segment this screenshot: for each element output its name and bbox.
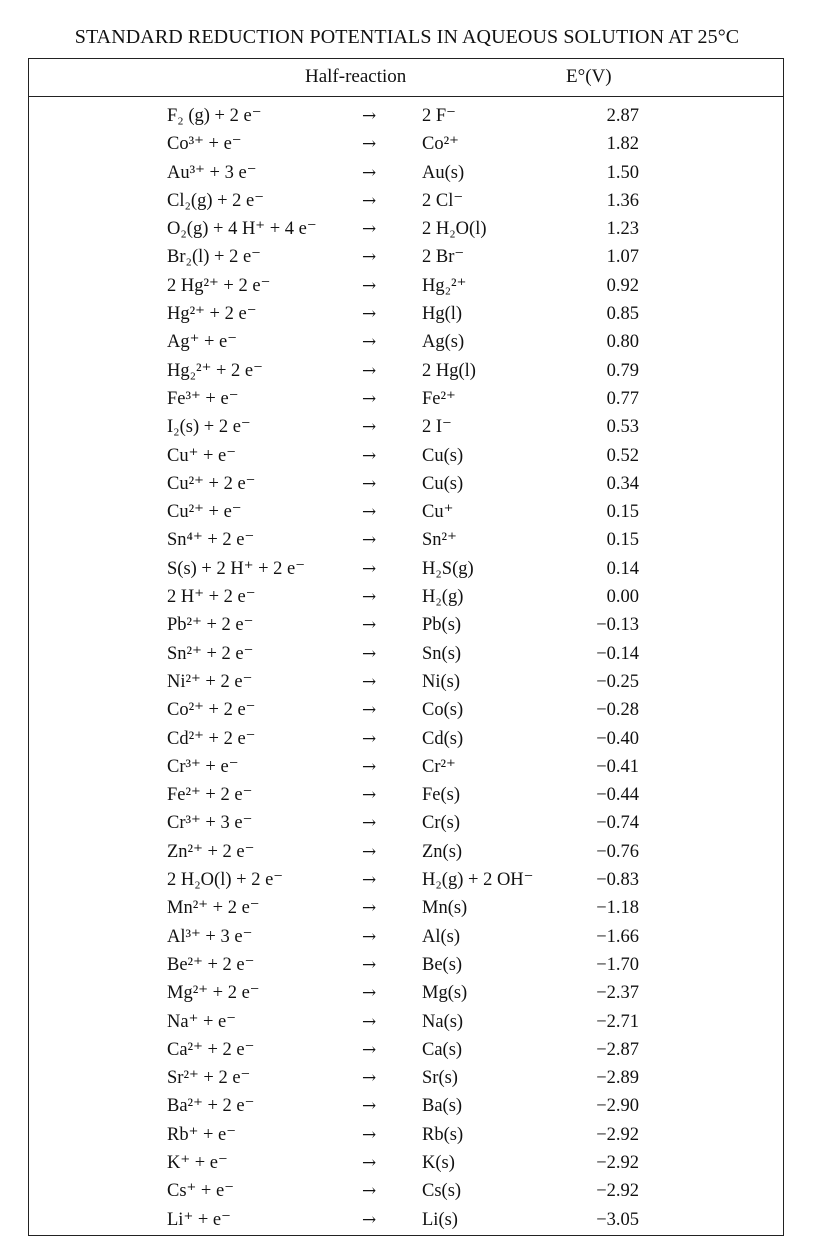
table-row: [29, 894, 783, 922]
table-row: [29, 1036, 783, 1064]
product-cell: Cr²⁺: [422, 756, 456, 777]
product-cell: Cu⁺: [422, 502, 454, 523]
product-cell: Mn(s): [422, 898, 468, 919]
product-cell: Na(s): [422, 1011, 464, 1032]
arrow-cell: →: [362, 643, 377, 664]
table-row: [29, 696, 783, 724]
reactant-cell: K⁺ + e⁻: [167, 1152, 228, 1173]
reactant-cell: Cu²⁺ + e⁻: [167, 502, 242, 523]
reactant-cell: Fe³⁺ + e⁻: [167, 388, 239, 409]
arrow-cell: →: [362, 1039, 377, 1060]
reactant-cell: F₂ (g) + 2 e⁻: [167, 106, 262, 126]
arrow-cell: →: [362, 785, 377, 806]
arrow-cell: →: [362, 445, 377, 466]
reactant-cell: O₂(g) + 4 H⁺ + 4 e⁻: [167, 219, 317, 240]
product-cell: H₂S(g): [422, 558, 474, 579]
arrow-cell: →: [362, 671, 377, 692]
table-row: [29, 640, 783, 668]
reactant-cell: Ba²⁺ + 2 e⁻: [167, 1096, 255, 1117]
product-cell: Sr(s): [422, 1068, 458, 1089]
potential-cell: −2.89: [596, 1068, 639, 1089]
potential-cell: −0.76: [596, 841, 639, 862]
table-row: [29, 781, 783, 809]
reactant-cell: 2 Hg²⁺ + 2 e⁻: [167, 275, 271, 296]
potential-cell: −0.25: [596, 671, 639, 692]
product-cell: Hg₂²⁺: [422, 275, 467, 296]
table-row: [29, 328, 783, 356]
potential-cell: −0.44: [596, 785, 639, 806]
arrow-cell: →: [362, 841, 377, 862]
product-cell: Ni(s): [422, 671, 461, 692]
table-row: [29, 243, 783, 271]
product-cell: 2 F⁻: [422, 106, 456, 126]
table-row: [29, 187, 783, 215]
table-row: [29, 130, 783, 158]
potential-cell: −0.14: [596, 643, 639, 664]
potential-cell: 1.50: [606, 162, 639, 183]
reactant-cell: 2 H₂O(l) + 2 e⁻: [167, 870, 284, 891]
arrow-cell: →: [362, 1068, 377, 1089]
table-row: [29, 498, 783, 526]
potential-cell: 0.00: [606, 587, 639, 608]
potential-cell: 0.53: [606, 417, 639, 438]
table-row: [29, 809, 783, 837]
potential-cell: 0.92: [606, 275, 639, 296]
table-header: [29, 59, 783, 97]
potential-cell: −1.66: [596, 926, 639, 947]
product-cell: Zn(s): [422, 841, 463, 862]
potential-cell: −0.40: [596, 728, 639, 749]
product-cell: 2 Cl⁻: [422, 190, 464, 211]
arrow-cell: →: [362, 388, 377, 409]
table-row: [29, 923, 783, 951]
potential-cell: 1.23: [606, 219, 639, 240]
potential-cell: −2.71: [596, 1011, 639, 1032]
arrow-cell: →: [362, 898, 377, 919]
arrow-cell: →: [362, 954, 377, 975]
reactant-cell: Ag⁺ + e⁻: [167, 332, 238, 353]
reactant-cell: Zn²⁺ + 2 e⁻: [167, 841, 255, 862]
potential-cell: 0.77: [606, 388, 639, 409]
potential-cell: 1.07: [606, 247, 639, 268]
product-cell: Cs(s): [422, 1181, 462, 1202]
table-row: [29, 413, 783, 441]
arrow-cell: →: [362, 1096, 377, 1117]
table-row: [29, 668, 783, 696]
reactant-cell: Hg²⁺ + 2 e⁻: [167, 304, 257, 325]
potentials-table: [28, 58, 784, 1236]
product-cell: 2 Br⁻: [422, 247, 465, 268]
table-row: [29, 1177, 783, 1205]
reactant-cell: Mn²⁺ + 2 e⁻: [167, 898, 260, 919]
table-row: [29, 470, 783, 498]
product-cell: K(s): [422, 1152, 455, 1173]
product-cell: Fe(s): [422, 785, 461, 806]
potential-cell: 2.87: [606, 106, 639, 126]
arrow-cell: →: [362, 728, 377, 749]
table-row: [29, 1092, 783, 1120]
table-row: [29, 866, 783, 894]
table-row: [29, 102, 783, 130]
table-row: [29, 357, 783, 385]
arrow-cell: →: [362, 219, 377, 240]
reactant-cell: Cu⁺ + e⁻: [167, 445, 237, 466]
reactant-cell: S(s) + 2 H⁺ + 2 e⁻: [167, 558, 306, 579]
reactant-cell: Br₂(l) + 2 e⁻: [167, 247, 261, 268]
table-row: [29, 1008, 783, 1036]
arrow-cell: →: [362, 106, 377, 126]
table-row: [29, 725, 783, 753]
arrow-cell: →: [362, 700, 377, 721]
product-cell: Au(s): [422, 162, 465, 183]
arrow-cell: →: [362, 162, 377, 183]
table-row: [29, 159, 783, 187]
potential-cell: −1.70: [596, 954, 639, 975]
product-cell: Cd(s): [422, 728, 464, 749]
reactant-cell: Rb⁺ + e⁻: [167, 1124, 237, 1145]
reactant-cell: Cr³⁺ + 3 e⁻: [167, 813, 253, 834]
potential-cell: −2.92: [596, 1181, 639, 1202]
arrow-cell: →: [362, 756, 377, 777]
potential-cell: 0.85: [606, 304, 639, 325]
reactant-cell: Na⁺ + e⁻: [167, 1011, 236, 1032]
product-cell: Co(s): [422, 700, 464, 721]
arrow-cell: →: [362, 304, 377, 325]
table-row: [29, 951, 783, 979]
reactant-cell: Cr³⁺ + e⁻: [167, 756, 239, 777]
reactant-cell: Cu²⁺ + 2 e⁻: [167, 473, 256, 494]
arrow-cell: →: [362, 926, 377, 947]
product-cell: Pb(s): [422, 615, 462, 636]
arrow-cell: →: [362, 360, 377, 381]
potential-cell: 1.36: [606, 190, 639, 211]
table-row: [29, 215, 783, 243]
arrow-cell: →: [362, 530, 377, 551]
potential-cell: −0.83: [596, 870, 639, 891]
arrow-cell: →: [362, 870, 377, 891]
table-row: [29, 385, 783, 413]
arrow-cell: →: [362, 1011, 377, 1032]
potential-cell: 0.15: [606, 530, 639, 551]
product-cell: Sn(s): [422, 643, 462, 664]
reactant-cell: Cd²⁺ + 2 e⁻: [167, 728, 256, 749]
arrow-cell: →: [362, 1124, 377, 1145]
reactant-cell: Hg₂²⁺ + 2 e⁻: [167, 360, 263, 381]
potential-cell: −2.92: [596, 1152, 639, 1173]
table-row: [29, 611, 783, 639]
table-row: [29, 1064, 783, 1092]
product-cell: Cu(s): [422, 445, 464, 466]
reactant-cell: Li⁺ + e⁻: [167, 1209, 231, 1230]
table-row: [29, 583, 783, 611]
potential-cell: 0.79: [606, 360, 639, 381]
reactant-cell: Cl₂(g) + 2 e⁻: [167, 190, 265, 211]
reactant-cell: Cs⁺ + e⁻: [167, 1181, 234, 1202]
table-body: [29, 102, 783, 1234]
product-cell: Al(s): [422, 926, 461, 947]
reactant-cell: Ca²⁺ + 2 e⁻: [167, 1039, 255, 1060]
product-cell: Mg(s): [422, 983, 468, 1004]
potential-cell: 0.80: [606, 332, 639, 353]
reactant-cell: Co³⁺ + e⁻: [167, 134, 242, 155]
reactant-cell: Pb²⁺ + 2 e⁻: [167, 615, 254, 636]
product-cell: Ag(s): [422, 332, 465, 353]
reactant-cell: Be²⁺ + 2 e⁻: [167, 954, 255, 975]
reactant-cell: Mg²⁺ + 2 e⁻: [167, 983, 260, 1004]
potential-cell: −2.37: [596, 983, 639, 1004]
arrow-cell: →: [362, 502, 377, 523]
table-row: [29, 1121, 783, 1149]
arrow-cell: →: [362, 275, 377, 296]
table-row: [29, 979, 783, 1007]
product-cell: 2 Hg(l): [422, 360, 476, 381]
reactant-cell: Al³⁺ + 3 e⁻: [167, 926, 253, 947]
product-cell: Rb(s): [422, 1124, 464, 1145]
potential-cell: −3.05: [596, 1209, 639, 1230]
reactant-cell: 2 H⁺ + 2 e⁻: [167, 587, 256, 608]
potential-cell: 0.15: [606, 502, 639, 523]
table-row: [29, 838, 783, 866]
arrow-cell: →: [362, 134, 377, 155]
table-row: [29, 1206, 783, 1234]
table-row: [29, 753, 783, 781]
table-row: [29, 300, 783, 328]
arrow-cell: →: [362, 473, 377, 494]
product-cell: H₂(g) + 2 OH⁻: [422, 870, 534, 891]
potential-header: E°(V): [566, 66, 612, 87]
potential-cell: −0.28: [596, 700, 639, 721]
potential-cell: −0.74: [596, 813, 639, 834]
table-row: [29, 272, 783, 300]
arrow-cell: →: [362, 1181, 377, 1202]
potential-cell: 0.14: [606, 558, 639, 579]
reactant-cell: Sn²⁺ + 2 e⁻: [167, 643, 254, 664]
half-reaction-header: Half-reaction: [305, 66, 407, 87]
arrow-cell: →: [362, 615, 377, 636]
product-cell: Fe²⁺: [422, 388, 456, 409]
table-row: [29, 526, 783, 554]
arrow-cell: →: [362, 247, 377, 268]
potential-cell: −2.92: [596, 1124, 639, 1145]
reactant-cell: I₂(s) + 2 e⁻: [167, 417, 251, 438]
potential-cell: −1.18: [596, 898, 639, 919]
potential-cell: −0.13: [596, 615, 639, 636]
reactant-cell: Co²⁺ + 2 e⁻: [167, 700, 256, 721]
potential-cell: 0.52: [606, 445, 639, 466]
arrow-cell: →: [362, 587, 377, 608]
product-cell: Ba(s): [422, 1096, 463, 1117]
product-cell: Li(s): [422, 1209, 458, 1230]
arrow-cell: →: [362, 190, 377, 211]
table-row: [29, 1149, 783, 1177]
product-cell: Sn²⁺: [422, 530, 457, 551]
reactant-cell: Ni²⁺ + 2 e⁻: [167, 671, 253, 692]
reactant-cell: Sr²⁺ + 2 e⁻: [167, 1068, 251, 1089]
product-cell: Ca(s): [422, 1039, 463, 1060]
product-cell: 2 H₂O(l): [422, 219, 487, 240]
reactant-cell: Au³⁺ + 3 e⁻: [167, 162, 257, 183]
arrow-cell: →: [362, 558, 377, 579]
product-cell: H₂(g): [422, 587, 464, 608]
arrow-cell: →: [362, 1209, 377, 1230]
product-cell: Co²⁺: [422, 134, 459, 155]
potential-cell: 1.82: [606, 134, 639, 155]
potential-cell: −2.87: [596, 1039, 639, 1060]
arrow-cell: →: [362, 1152, 377, 1173]
potential-cell: 0.34: [606, 473, 639, 494]
product-cell: Be(s): [422, 954, 463, 975]
arrow-cell: →: [362, 813, 377, 834]
arrow-cell: →: [362, 332, 377, 353]
arrow-cell: →: [362, 417, 377, 438]
page-title: STANDARD REDUCTION POTENTIALS IN AQUEOUS SOLUTION AT 25°C: [74, 26, 740, 48]
product-cell: Cu(s): [422, 473, 464, 494]
reactant-cell: Fe²⁺ + 2 e⁻: [167, 785, 253, 806]
product-cell: Hg(l): [422, 304, 463, 325]
table-row: [29, 442, 783, 470]
table-row: [29, 555, 783, 583]
arrow-cell: →: [362, 983, 377, 1004]
product-cell: 2 I⁻: [422, 417, 452, 438]
potential-cell: −2.90: [596, 1096, 639, 1117]
product-cell: Cr(s): [422, 813, 461, 834]
potential-cell: −0.41: [596, 756, 639, 777]
reactant-cell: Sn⁴⁺ + 2 e⁻: [167, 530, 255, 551]
